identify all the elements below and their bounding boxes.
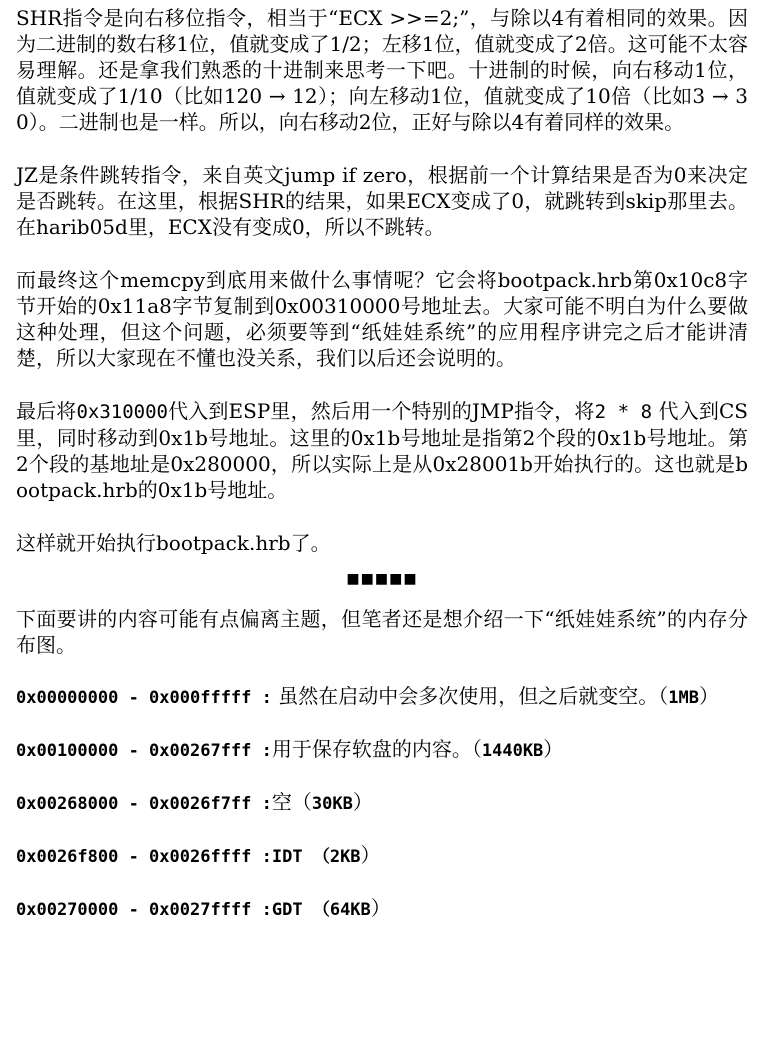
memory-map-item (16, 736, 748, 764)
document-page (16, 5, 748, 923)
para4-b: 0x310000 (76, 401, 168, 423)
para4-f: 0x1b (158, 426, 208, 450)
memory-size: 30KB (311, 794, 353, 814)
memory-map-item (16, 683, 748, 711)
para4-e: 代入到CS里，同时移动到 (16, 399, 748, 450)
memory-map-item (16, 842, 748, 870)
para4-p: 0x1b (157, 478, 208, 502)
memory-range: 0x00268000 - 0x0026f7ff : (16, 794, 272, 814)
paragraph-memory-intro: 下面要讲的内容可能有点偏离主题，但笔者还是想介绍一下“纸娃娃系统”的内存分布图。 (16, 607, 748, 657)
memory-size: 1440KB (481, 741, 544, 761)
para4-c: 代入到ESP里，然后用一个特别的JMP指令，将 (167, 399, 595, 423)
para4-l: 0x280000 (170, 452, 271, 476)
para4-q: 号地址。 (207, 478, 288, 502)
memory-map-item (16, 789, 748, 817)
memory-desc: GDT （ (271, 900, 330, 920)
memory-map-item (16, 895, 748, 923)
memory-close: ） (543, 737, 564, 761)
paragraph-jz: JZ是条件跳转指令，来自英文jump if zero，根据前一个计算结果是否为0来决定是否跳转。在这里，根据SHR的结果，如果ECX变成了0，就跳转到skip那里去。在harib05d里，ECX没有变成0，所以不跳转。 (16, 163, 748, 239)
paragraph-start-bootpack: 这样就开始执行bootpack.hrb了。 (16, 531, 331, 555)
memory-size: 1MB (668, 688, 699, 708)
memory-desc: 空（ (271, 790, 312, 814)
para4-k: 号地址。第2个段的基地址是 (16, 426, 749, 476)
paragraph-jmp (16, 398, 748, 503)
para4-m: ，所以实际上是从 (270, 452, 433, 476)
memory-range: 0x00270000 - 0x0027ffff : (16, 900, 272, 920)
memory-desc: 用于保存软盘的内容。（ (271, 737, 482, 761)
memory-size: 64KB (329, 900, 371, 920)
para4-g: 号地址。这里的 (207, 426, 351, 450)
section-divider: ■■■■■ (346, 571, 418, 587)
paragraph-shr: SHR指令是向右移位指令，相当于“ECX >>=2;”，与除以4有着相同的效果。因为二进制的数右移1位，值就变成了1/2；左移1位，值就变成了2倍。这可能不太容易理解。还是拿我们熟悉的十进制来思考一下吧。十进制的时候，向右移动1位，值就变成了1/10（比如120 → 12）；向左移动1位，值就变成了10倍（比如3 → 30）。二进制也是一样。所以，向右移动2位，正好与除以4有着同样的效果。 (16, 6, 748, 134)
para4-o: 开始执行的。这也就是bootpack.hrb的 (16, 452, 748, 502)
memory-range: 0x0026f800 - 0x0026ffff : (16, 847, 272, 867)
memory-range: 0x00100000 - 0x00267fff : (16, 741, 272, 761)
memory-close: ） (698, 684, 719, 708)
para4-d: 2 * 8 (594, 401, 653, 423)
para4-j: 0x1b (596, 426, 647, 450)
memory-close: ） (352, 790, 373, 814)
memory-close: ） (360, 843, 381, 867)
memory-close: ） (370, 896, 391, 920)
paragraph-memcpy: 而最终这个memcpy到底用来做什么事情呢？它会将bootpack.hrb第0x10c8字节开始的0x11a8字节复制到0x00310000号地址去。大家可能不明白为什么要做这种处理，但这个问题，必须要等到“纸娃娃系统”的应用程序讲完之后才能讲清楚，所以大家现在不懂也没关系，我们以后还会说明的。 (16, 268, 748, 370)
memory-desc: 虽然在启动中会多次使用，但之后就变空。（ (271, 684, 669, 708)
memory-size: 2KB (329, 847, 361, 867)
memory-range: 0x00000000 - 0x000fffff : (16, 688, 272, 708)
memory-desc: IDT （ (271, 847, 330, 867)
para4-n: 0x28001b (432, 452, 533, 476)
para4-h: 0x1b (350, 426, 401, 450)
para4-i: 号地址是指第2个段的 (400, 426, 597, 450)
para4-a: 最后将 (16, 399, 77, 423)
